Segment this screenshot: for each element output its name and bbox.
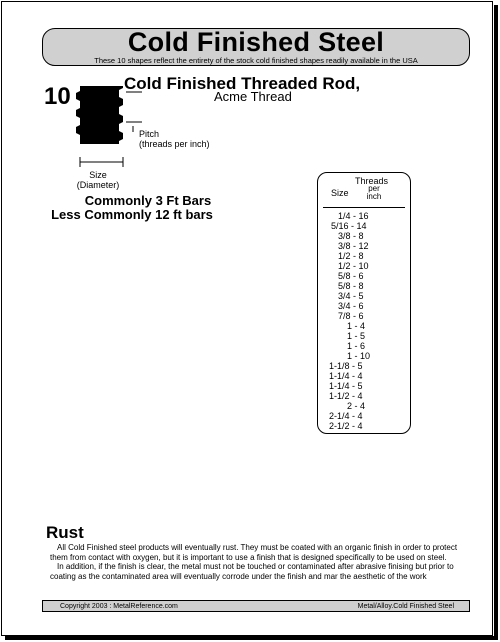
thread-row: 1/2 - 10 xyxy=(338,261,369,271)
rust-paragraph: In addition, if the finish is clear, the metal must not be touched or contaminated after abrasive finising but prior to coating as the contaminated area will eventually corrode under the finish and mar the aesthetic of the work xyxy=(50,562,454,581)
thread-row: 1-1/4 - 5 xyxy=(329,381,363,391)
availability-common: Commonly 3 Ft Bars xyxy=(84,193,212,208)
pitch-label xyxy=(139,129,210,149)
size-label-line: (Diameter) xyxy=(76,180,120,190)
thread-row: 1/2 - 8 xyxy=(338,251,364,261)
thread-row: 2-1/4 - 4 xyxy=(329,411,363,421)
footer-section-label: Metal/Alloy.Cold Finished Steel xyxy=(357,603,454,610)
rust-heading: Rust xyxy=(46,523,84,542)
thread-row: 1-1/4 - 4 xyxy=(329,371,363,381)
size-header: Size xyxy=(331,188,349,198)
thread-row: 3/8 - 12 xyxy=(338,241,369,251)
page-subtitle: These 10 shapes reflect the entirety of the stock cold finished shapes readily available in the USA xyxy=(94,56,418,65)
thread-row: 1-1/2 - 4 xyxy=(329,391,363,401)
thread-row: 1 - 10 xyxy=(347,351,371,361)
thread-row: 5/8 - 6 xyxy=(338,271,364,281)
per-inch-header-line: inch xyxy=(366,192,382,201)
footer-copyright: Copyright 2003 : MetalReference.com xyxy=(60,603,178,610)
availability-less-common: Less Commonly 12 ft bars xyxy=(51,207,213,222)
thread-row: 7/8 - 6 xyxy=(338,311,364,321)
item-number: 10 xyxy=(44,83,71,110)
thread-row: 2 - 4 xyxy=(347,401,366,411)
thread-row: 3/4 - 5 xyxy=(338,291,364,301)
thread-row: 2-1/2 - 4 xyxy=(329,421,363,431)
per-inch-header xyxy=(360,185,388,201)
rust-body xyxy=(50,543,470,581)
product-title: Cold Finished Threaded Rod, xyxy=(124,74,361,93)
thread-row: 1-1/8 - 5 xyxy=(329,361,363,371)
product-subtitle: Acme Thread xyxy=(214,89,292,104)
size-label xyxy=(60,170,136,190)
threads-header: Threads xyxy=(354,176,389,186)
thread-row: 1/4 - 16 xyxy=(338,211,369,221)
page-shadow-right xyxy=(494,5,498,639)
per-inch-header-line: per xyxy=(368,184,380,193)
thread-row: 5/8 - 8 xyxy=(338,281,364,291)
thread-row: 3/4 - 6 xyxy=(338,301,364,311)
thread-row: 1 - 5 xyxy=(347,331,366,341)
size-label-line: Size xyxy=(89,170,107,180)
threaded-rod-icon xyxy=(76,86,123,144)
thread-row: 1 - 4 xyxy=(347,321,366,331)
pitch-label-line: (threads per inch) xyxy=(139,139,210,149)
thread-row: 3/8 - 8 xyxy=(338,231,364,241)
page-title: Cold Finished Steel xyxy=(127,27,385,57)
thread-row: 5/16 - 14 xyxy=(331,221,367,231)
thread-row: 1 - 6 xyxy=(347,341,366,351)
rust-paragraph: All Cold Finished steel products will eventually rust. They must be coated with an organic finish in order to protect them from contact with oxygen, but it is important to use a finish that is designed specifically to be used on steel. xyxy=(50,543,458,562)
page-shadow-bottom xyxy=(5,636,498,640)
threads-table-divider xyxy=(323,207,405,208)
pitch-label-line: Pitch xyxy=(139,129,160,139)
